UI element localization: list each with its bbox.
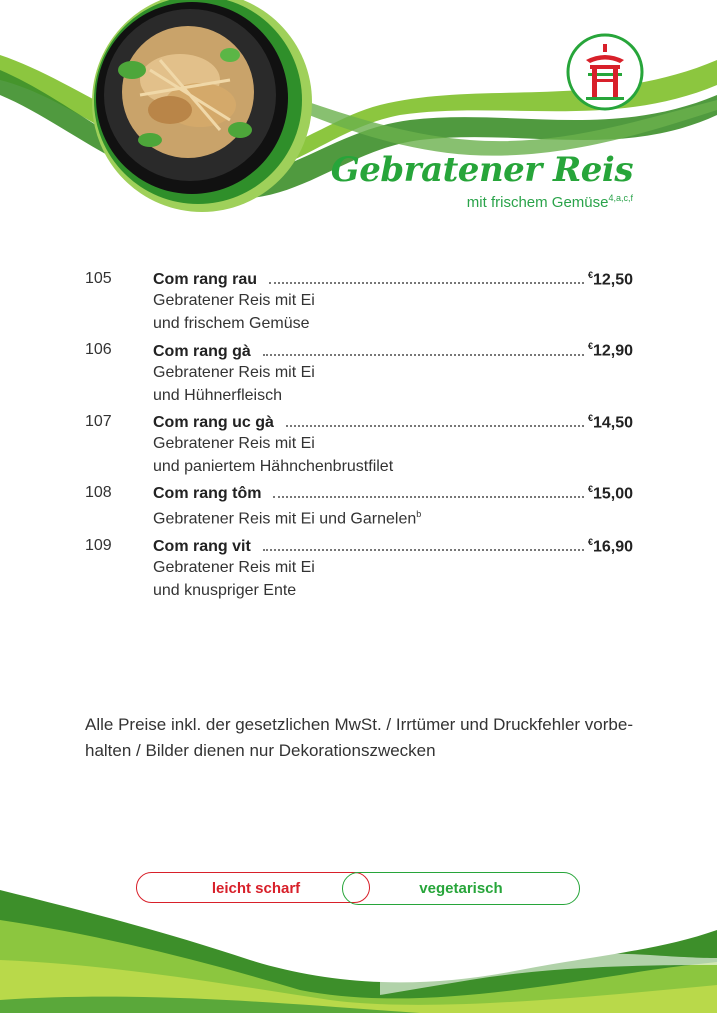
- dot-leader: [263, 549, 584, 551]
- item-description: Gebratener Reis mit Ei und knuspriger Ente: [153, 558, 315, 599]
- item-price: €12,90: [587, 341, 633, 360]
- item-number: 109: [85, 536, 112, 554]
- item-description: Gebratener Reis mit Ei und Hühnerfleisch: [153, 363, 315, 404]
- page-title: Gebratener Reis: [330, 150, 633, 190]
- item-price: €16,90: [587, 536, 633, 555]
- spicy-label: leicht scharf: [211, 880, 301, 897]
- page-subtitle: mit frischem Gemüse$^{4,a,c,f}$: [466, 193, 633, 211]
- item-name: Com rang vit: [153, 537, 251, 555]
- allergen-code: b: [416, 509, 422, 520]
- vegetarian-label: vegetarisch: [419, 880, 503, 897]
- item-number: 107: [85, 412, 112, 430]
- item-number: 105: [85, 270, 112, 287]
- item-description: Gebratener Reis mit Ei und frischem Gemüse: [153, 292, 315, 333]
- item-price: €12,50: [587, 270, 633, 289]
- item-description: Gebratener Reis mit Ei und paniertem Hähnchenbrustfilet: [153, 434, 394, 475]
- item-number: 106: [85, 341, 112, 359]
- dot-leader: [273, 496, 583, 498]
- menu-item: [85, 270, 633, 335]
- menu-item: [85, 413, 633, 478]
- price-disclaimer: Alle Preise inkl. der gesetzlichen MwSt. / Irrtümer und Druckfehler vorbe- halten / Bilder dienen nur Dekorationszwecken: [85, 715, 633, 760]
- item-number: 108: [85, 483, 112, 501]
- allergen-codes: 4,a,c,f: [608, 193, 633, 203]
- dot-leader: [286, 425, 584, 427]
- menu-list: [85, 270, 633, 608]
- item-name: Com rang uc gà: [153, 413, 274, 431]
- item-name: Com rang tôm: [153, 485, 262, 503]
- dot-leader: [263, 354, 584, 356]
- menu-item: [85, 537, 633, 602]
- item-name: Com rang gà: [153, 342, 251, 360]
- item-description: Gebratener Reis mit Ei und Garnelen$^b$: [153, 509, 422, 528]
- item-price: €15,00: [587, 483, 633, 503]
- item-name: Com rang rau: [153, 271, 258, 289]
- menu-item: [85, 484, 633, 531]
- menu-item: [85, 341, 633, 406]
- dot-leader: [269, 282, 584, 284]
- pagoda-logo-icon: [566, 33, 644, 111]
- food-photo: [80, 0, 316, 224]
- item-price: €14,50: [587, 412, 633, 431]
- legend: [136, 872, 580, 905]
